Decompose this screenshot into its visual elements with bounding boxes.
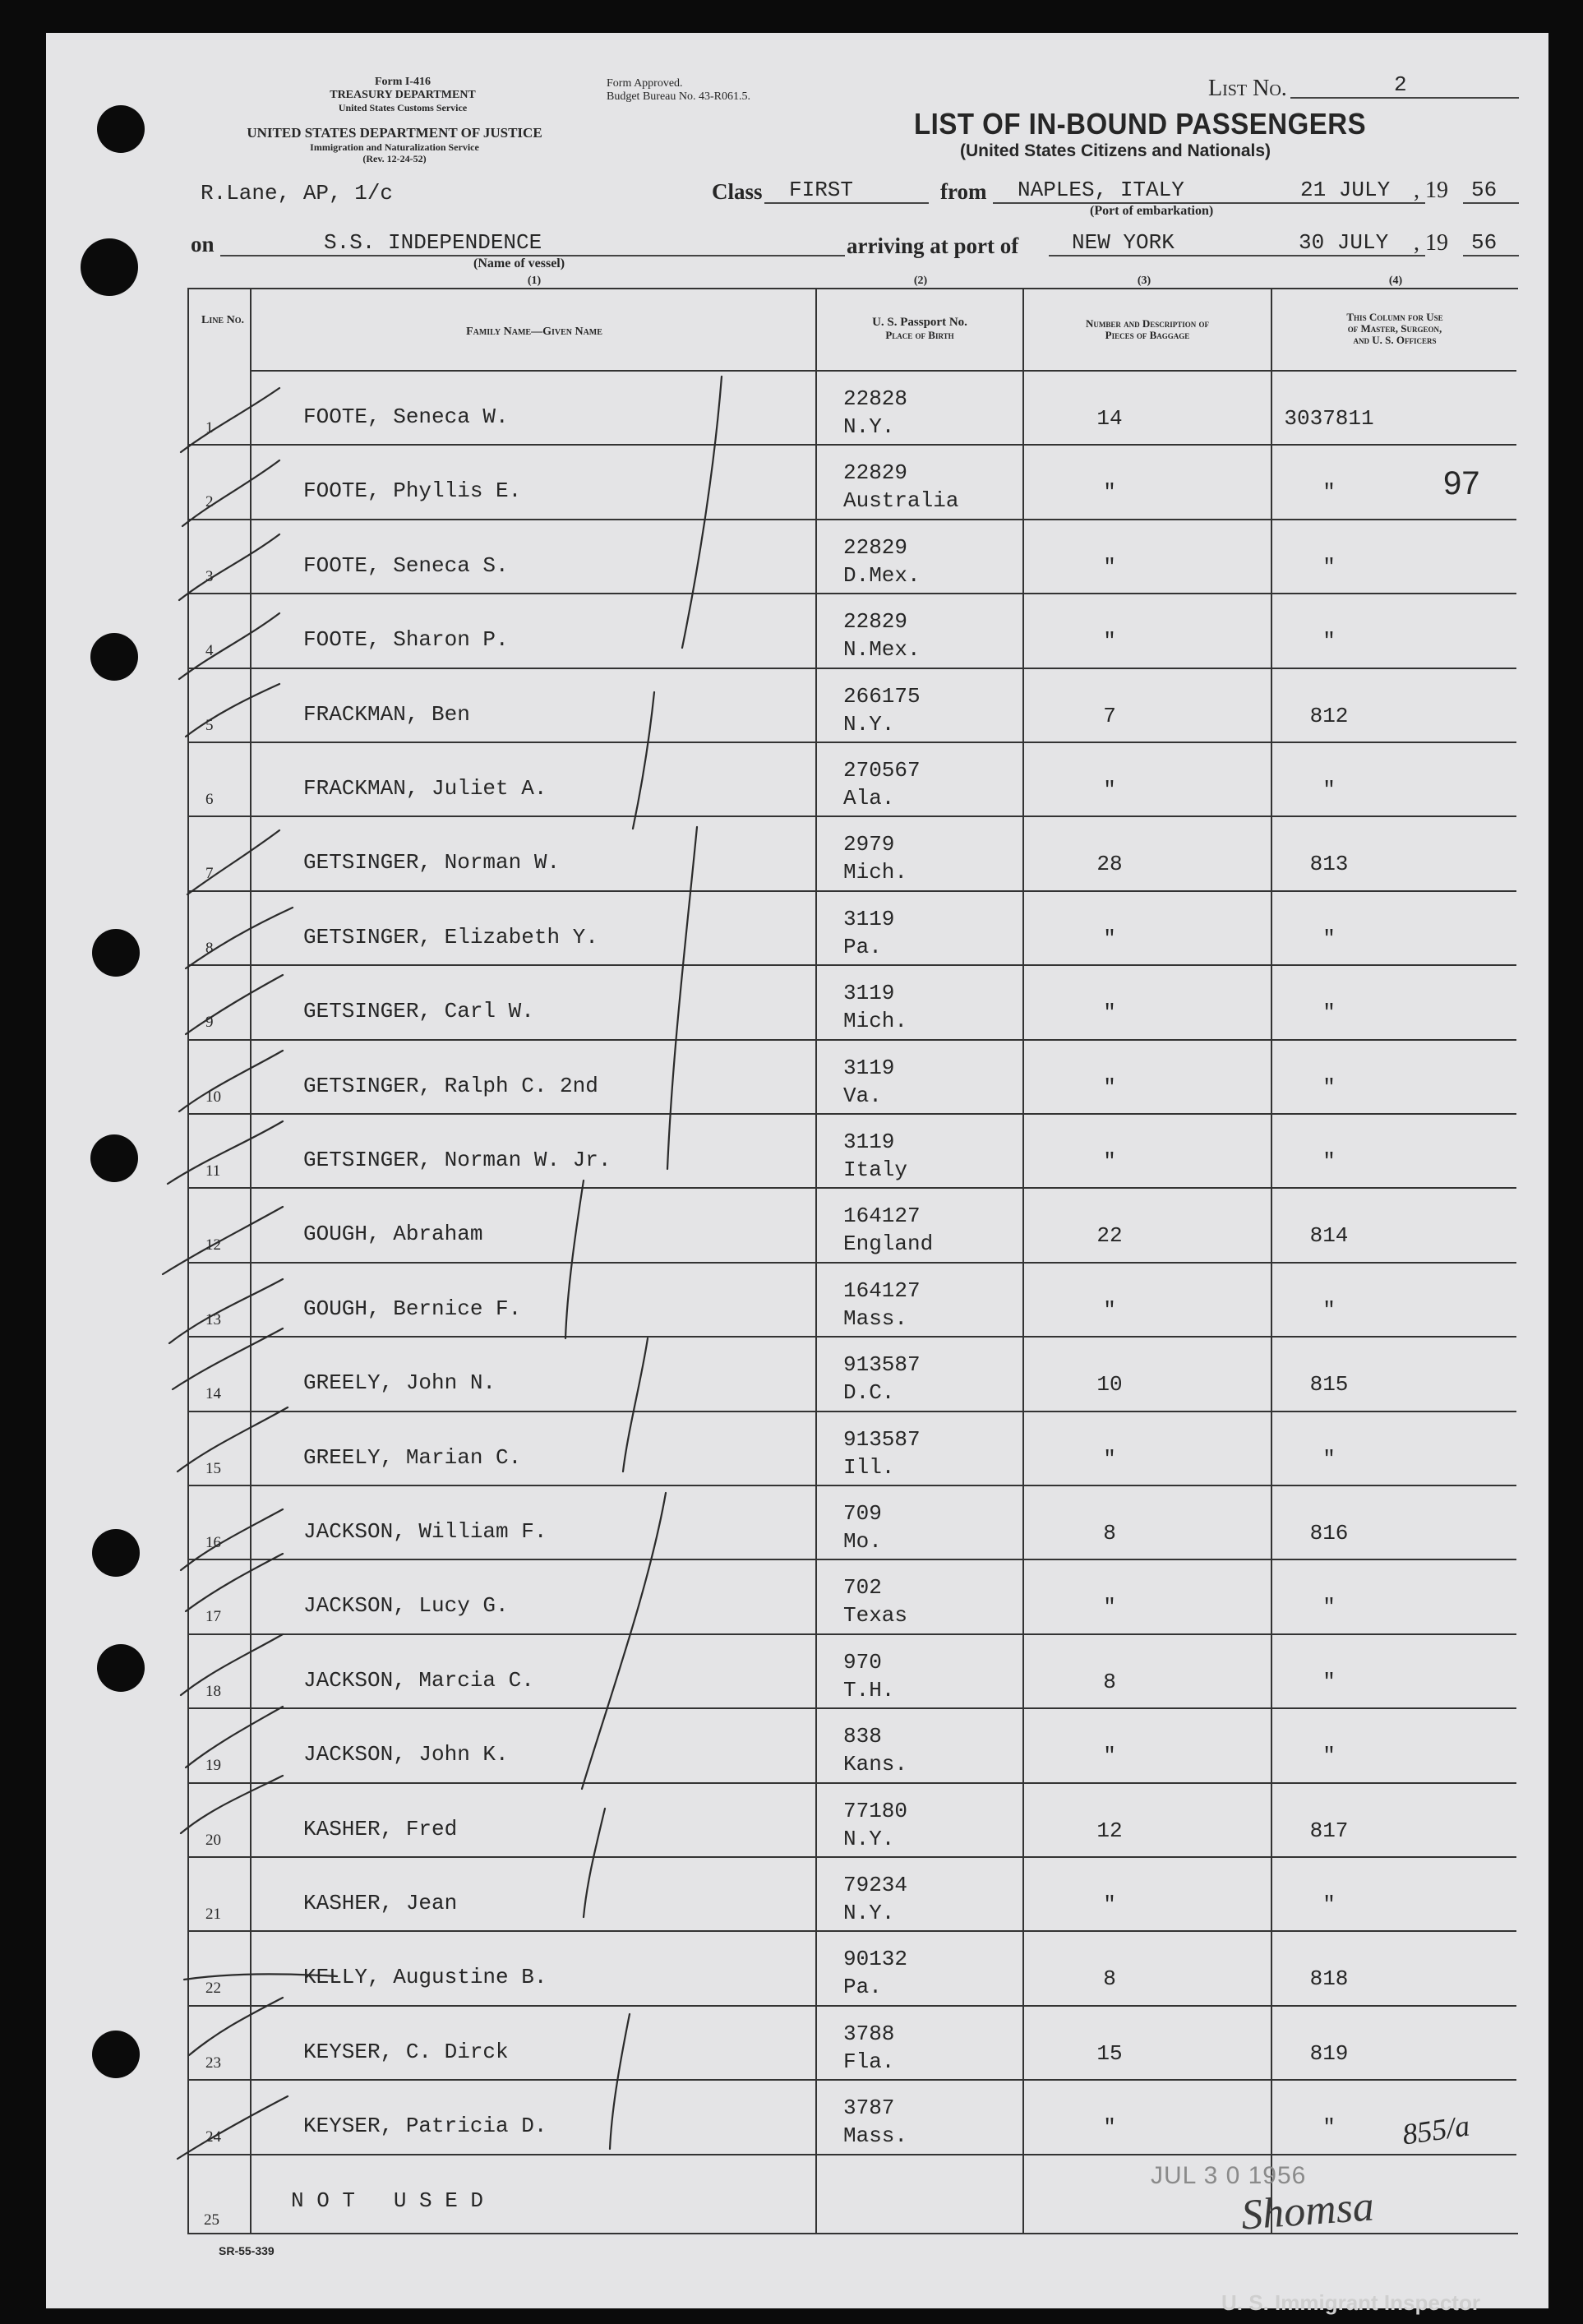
place-of-birth: Mich. [843,1009,908,1034]
from-value: NAPLES, ITALY [1018,178,1184,202]
depart-year-underline [1463,202,1519,204]
col-header-baggage-1: Number and Description of [1085,317,1210,330]
baggage-count: " [1103,1074,1116,1100]
arrival-year-underline [1463,255,1519,256]
officer-number: 814 [1309,1223,1349,1249]
depart-year-suffix: 56 [1471,178,1498,202]
passport-number: 913587 [843,1426,921,1452]
depart-date: 21 JULY [1300,178,1391,202]
depart-year-prefix: , 19 [1414,178,1448,203]
handwritten-855: 855/a [1400,2109,1472,2151]
place-of-birth: Fla. [843,2049,895,2074]
officer-number: " [1322,926,1336,951]
passport-number: 3119 [843,906,895,931]
revision-label: (Rev. 12-24-52) [362,153,427,164]
line-number: 16 [205,1534,221,1551]
officer-number: 818 [1309,1966,1349,1992]
punch-hole-4 [92,929,140,977]
officer-number: " [1322,1892,1336,1917]
place-of-birth: Texas [843,1603,908,1629]
line-number: 14 [205,1385,221,1403]
table-row [189,743,1516,817]
line-number: 9 [205,1014,214,1032]
passenger-name: FOOTE, Phyllis E. [303,478,522,504]
table-row [189,1932,1516,2006]
passport-number: 3119 [843,1130,895,1154]
line-number: 24 [205,2128,221,2146]
place-of-birth: Mass. [843,2123,908,2149]
passenger-name: FOOTE, Seneca S. [303,552,509,578]
approved-label: Form Approved. [607,77,683,90]
officer-number: " [1322,554,1336,580]
place-of-birth: Ill. [843,1454,895,1480]
budget-label: Budget Bureau No. 43-R061.5. [607,90,750,103]
officer-number: 3037811 [1284,406,1374,431]
passport-number: 913587 [843,1352,921,1378]
baggage-count: 10 [1096,1372,1123,1398]
baggage-count: 8 [1103,1521,1116,1545]
line-number: 17 [205,1608,221,1626]
punch-hole-5 [90,1134,138,1182]
form-number: Form I-416 [374,76,432,88]
col-header-passport-2: Place of Birth [885,329,954,341]
form-code: SR-55-339 [219,2244,275,2257]
place-of-birth: Kans. [843,1752,908,1777]
col-header-line-no: Line No. [201,314,244,326]
treasury-label: TREASURY DEPARTMENT [330,89,476,101]
passport-number: 3787 [843,2095,895,2121]
form-subtitle: (United States Citizens and Nationals) [959,141,1271,160]
col-num-4: (4) [1388,275,1403,287]
arrival-date: 30 JULY [1299,230,1389,255]
passenger-name: GETSINGER, Ralph C. 2nd [303,1073,598,1098]
passenger-name: JACKSON, Lucy G. [303,1593,509,1619]
passport-number: 3119 [843,981,895,1006]
table-row [189,520,1516,594]
baggage-count: 15 [1096,2040,1123,2066]
officer-number: 816 [1309,1521,1349,1545]
baggage-count: " [1103,554,1116,580]
ins-label: Immigration and Naturalization Service [310,141,479,153]
place-of-birth: N.Y. [843,414,895,439]
baggage-count: " [1103,1446,1116,1472]
col-num-2: (2) [913,275,928,287]
line-number: 5 [205,716,214,734]
passport-number: 164127 [843,1204,921,1229]
table-row [189,1560,1516,1634]
place-of-birth: Ala. [843,786,895,811]
place-of-birth: Australia [843,488,959,514]
place-of-birth: Pa. [843,934,882,959]
officer-number: 813 [1309,852,1349,877]
baggage-count: " [1103,1297,1116,1323]
place-of-birth: Va. [843,1083,882,1108]
baggage-count: 8 [1103,1966,1116,1992]
passport-number: 3788 [843,2021,895,2046]
passenger-name: KEYSER, Patricia D. [303,2114,547,2139]
passenger-name: JACKSON, Marcia C. [303,1667,534,1693]
arrival-year-suffix: 56 [1471,230,1498,255]
passport-number: 3119 [843,1055,895,1080]
passenger-name: FOOTE, Sharon P. [303,627,509,653]
passenger-name: KEYSER, C. Dirck [303,2039,509,2064]
passenger-name: JACKSON, John K. [303,1742,509,1767]
passenger-name: GOUGH, Abraham [303,1222,483,1247]
baggage-count: " [1103,1149,1116,1174]
line-number: 18 [205,1682,221,1700]
baggage-count: " [1103,629,1116,654]
place-of-birth: England [843,1231,934,1257]
passport-number: 22829 [843,609,908,635]
punch-hole-8 [92,2031,140,2078]
arriving-label: arriving at port of [847,233,1019,258]
vessel-name: S.S. INDEPENDENCE [324,230,542,255]
vessel-caption: (Name of vessel) [473,256,565,270]
table-row [189,594,1516,668]
passenger-name: FRACKMAN, Juliet A. [303,776,547,801]
handwritten-97: 97 [1443,465,1480,501]
line-number: 2 [205,493,214,511]
table-row [189,1486,1516,1560]
line-number: 11 [205,1162,221,1180]
officer-number: " [1322,1669,1336,1694]
table-row [189,1412,1516,1486]
baggage-count: 14 [1096,406,1123,431]
table-row [189,2007,1516,2081]
table-row [189,372,1516,446]
on-label: on [191,232,215,256]
place-of-birth: Italy [843,1157,908,1182]
place-of-birth: D.C. [843,1380,895,1406]
passport-number: 90132 [843,1947,908,1972]
table-row [189,966,1516,1040]
passenger-name: GETSINGER, Carl W. [303,999,534,1024]
baggage-count: " [1103,1595,1116,1620]
baggage-count: " [1103,1000,1116,1026]
list-no-label: List No. [1208,76,1287,101]
line-number: 6 [205,791,214,808]
row-25-line-number: 25 [204,2211,219,2229]
line-number: 1 [205,419,214,437]
officer-number: " [1322,2115,1336,2141]
passport-number: 77180 [843,1798,908,1823]
col-header-officers-1: This Column for Use [1346,311,1443,323]
passenger-name: KASHER, Jean [303,1891,458,1915]
baggage-count: 12 [1096,1818,1123,1843]
table-row [189,446,1516,520]
passport-number: 838 [843,1724,882,1749]
baggage-count: " [1103,926,1116,951]
place-of-birth: N.Y. [843,1901,895,1925]
passport-number: 709 [843,1501,882,1526]
passenger-name: GETSINGER, Norman W. [303,850,561,876]
passenger-name: KASHER, Fred [303,1816,458,1841]
baggage-count: " [1103,480,1116,506]
line-number: 12 [205,1236,221,1254]
passenger-name: JACKSON, William F. [303,1519,547,1544]
passenger-name: GETSINGER, Norman W. Jr. [303,1148,612,1172]
officer-number: 819 [1309,2040,1349,2066]
passenger-name: GOUGH, Bernice F. [303,1296,522,1321]
table-row [189,1709,1516,1783]
col-header-baggage-2: Pieces of Baggage [1105,329,1190,341]
line-number: 23 [205,2054,221,2072]
port-embark-caption: (Port of embarkation) [1090,204,1214,218]
baggage-count: 28 [1096,852,1123,877]
col-header-officers-2: of Master, Surgeon, [1347,322,1442,335]
passport-number: 266175 [843,683,921,709]
line-number: 13 [205,1310,221,1328]
line-number: 10 [205,1088,221,1106]
officer-number: 812 [1309,703,1349,728]
col-header-officers-3: and U. S. Officers [1353,334,1437,346]
table-row [189,1264,1516,1338]
passport-number: 270567 [843,758,921,783]
passport-number: 164127 [843,1278,921,1303]
arrival-underline [1049,255,1425,256]
officer-number: " [1322,1000,1336,1026]
punch-hole-7 [97,1644,145,1692]
line-number: 22 [205,1980,221,1998]
line-number: 19 [205,1757,221,1775]
officer-number: " [1322,1595,1336,1620]
line-number: 3 [205,567,214,585]
punch-hole-1 [97,105,145,153]
customs-label: United States Customs Service [338,102,468,113]
place-of-birth: N.Y. [843,711,895,737]
not-used-label: N O T U S E D [291,2188,484,2213]
officer-number: 815 [1309,1372,1349,1398]
arrival-port: NEW YORK [1072,230,1175,255]
class-label: Class [712,179,763,204]
passport-number: 970 [843,1649,882,1675]
place-of-birth: D.Mex. [843,562,921,588]
place-of-birth: Mass. [843,1305,908,1331]
line-number: 21 [205,1906,221,1923]
officer-number: " [1322,629,1336,654]
col-num-3: (3) [1137,275,1151,287]
form-title: LIST OF IN-BOUND PASSENGERS [914,107,1367,141]
table-row [189,2081,1516,2155]
table-row [189,817,1516,891]
baggage-count: 8 [1103,1669,1116,1694]
place-of-birth: N.Y. [843,1826,895,1851]
col-header-name: Family Name—Given Name [466,326,602,338]
officer-number: " [1322,1297,1336,1323]
class-value: FIRST [789,178,854,202]
punch-hole-3 [90,633,138,681]
line-number: 4 [205,642,214,660]
table-row [189,1338,1516,1411]
baggage-count: " [1103,778,1116,802]
passport-number: 22829 [843,534,908,560]
passenger-name: GETSINGER, Elizabeth Y. [303,924,598,949]
place-of-birth: Mo. [843,1529,882,1554]
class-underline [764,202,929,204]
officer-number: " [1322,1446,1336,1472]
col-header-passport-1: U. S. Passport No. [872,316,967,329]
arrival-year-prefix: , 19 [1414,230,1448,256]
place-of-birth: N.Mex. [843,637,921,663]
table-row [189,1041,1516,1115]
line-number: 15 [205,1459,221,1477]
passport-number: 702 [843,1575,882,1601]
officer-number: " [1322,778,1336,802]
passport-number: 79234 [843,1873,908,1897]
passenger-name: FOOTE, Seneca W. [303,404,509,429]
table-row [189,1115,1516,1189]
officer-number: " [1322,1074,1336,1100]
passport-number: 22828 [843,386,908,411]
passenger-name: FRACKMAN, Ben [303,701,470,727]
place-of-birth: T.H. [843,1677,895,1703]
passport-number: 22829 [843,460,908,486]
baggage-count: " [1103,2115,1116,2141]
table-row [189,1635,1516,1709]
passenger-name: KELLY, Augustine B. [303,1965,547,1990]
list-no-value: 2 [1394,72,1407,97]
inspector-caption: U. S. Immigrant Inspector [1221,2290,1480,2315]
line-number: 20 [205,1831,221,1849]
line-number: 8 [205,939,214,957]
baggage-count: " [1103,1892,1116,1917]
punch-hole-6 [92,1529,140,1577]
agent-name: R.Lane, AP, 1/c [201,181,394,206]
justice-label: UNITED STATES DEPARTMENT OF JUSTICE [247,125,542,141]
baggage-count: 7 [1103,703,1116,728]
from-label: from [940,179,987,204]
baggage-count: " [1103,1744,1116,1769]
passenger-name: GREELY, John N. [303,1370,496,1396]
officer-number: " [1322,1744,1336,1769]
punch-hole-2 [81,238,138,296]
line-number: 7 [205,865,214,883]
table-row [189,1189,1516,1263]
passport-number: 2979 [843,832,895,857]
baggage-count: 22 [1096,1223,1123,1249]
place-of-birth: Pa. [843,1975,882,2000]
list-no-underline [1290,97,1519,99]
inspector-signature: Shomsa [1239,2183,1376,2239]
table-row [189,1784,1516,1858]
place-of-birth: Mich. [843,860,908,885]
date-stamp: JUL 3 0 1956 [1151,2162,1307,2189]
officer-number: " [1322,480,1336,506]
passenger-name: GREELY, Marian C. [303,1444,522,1470]
table-row [189,669,1516,743]
officer-number: " [1322,1149,1336,1174]
table-row [189,892,1516,966]
officer-number: 817 [1309,1818,1349,1843]
col-num-1: (1) [527,275,542,287]
table-row [189,1858,1516,1932]
